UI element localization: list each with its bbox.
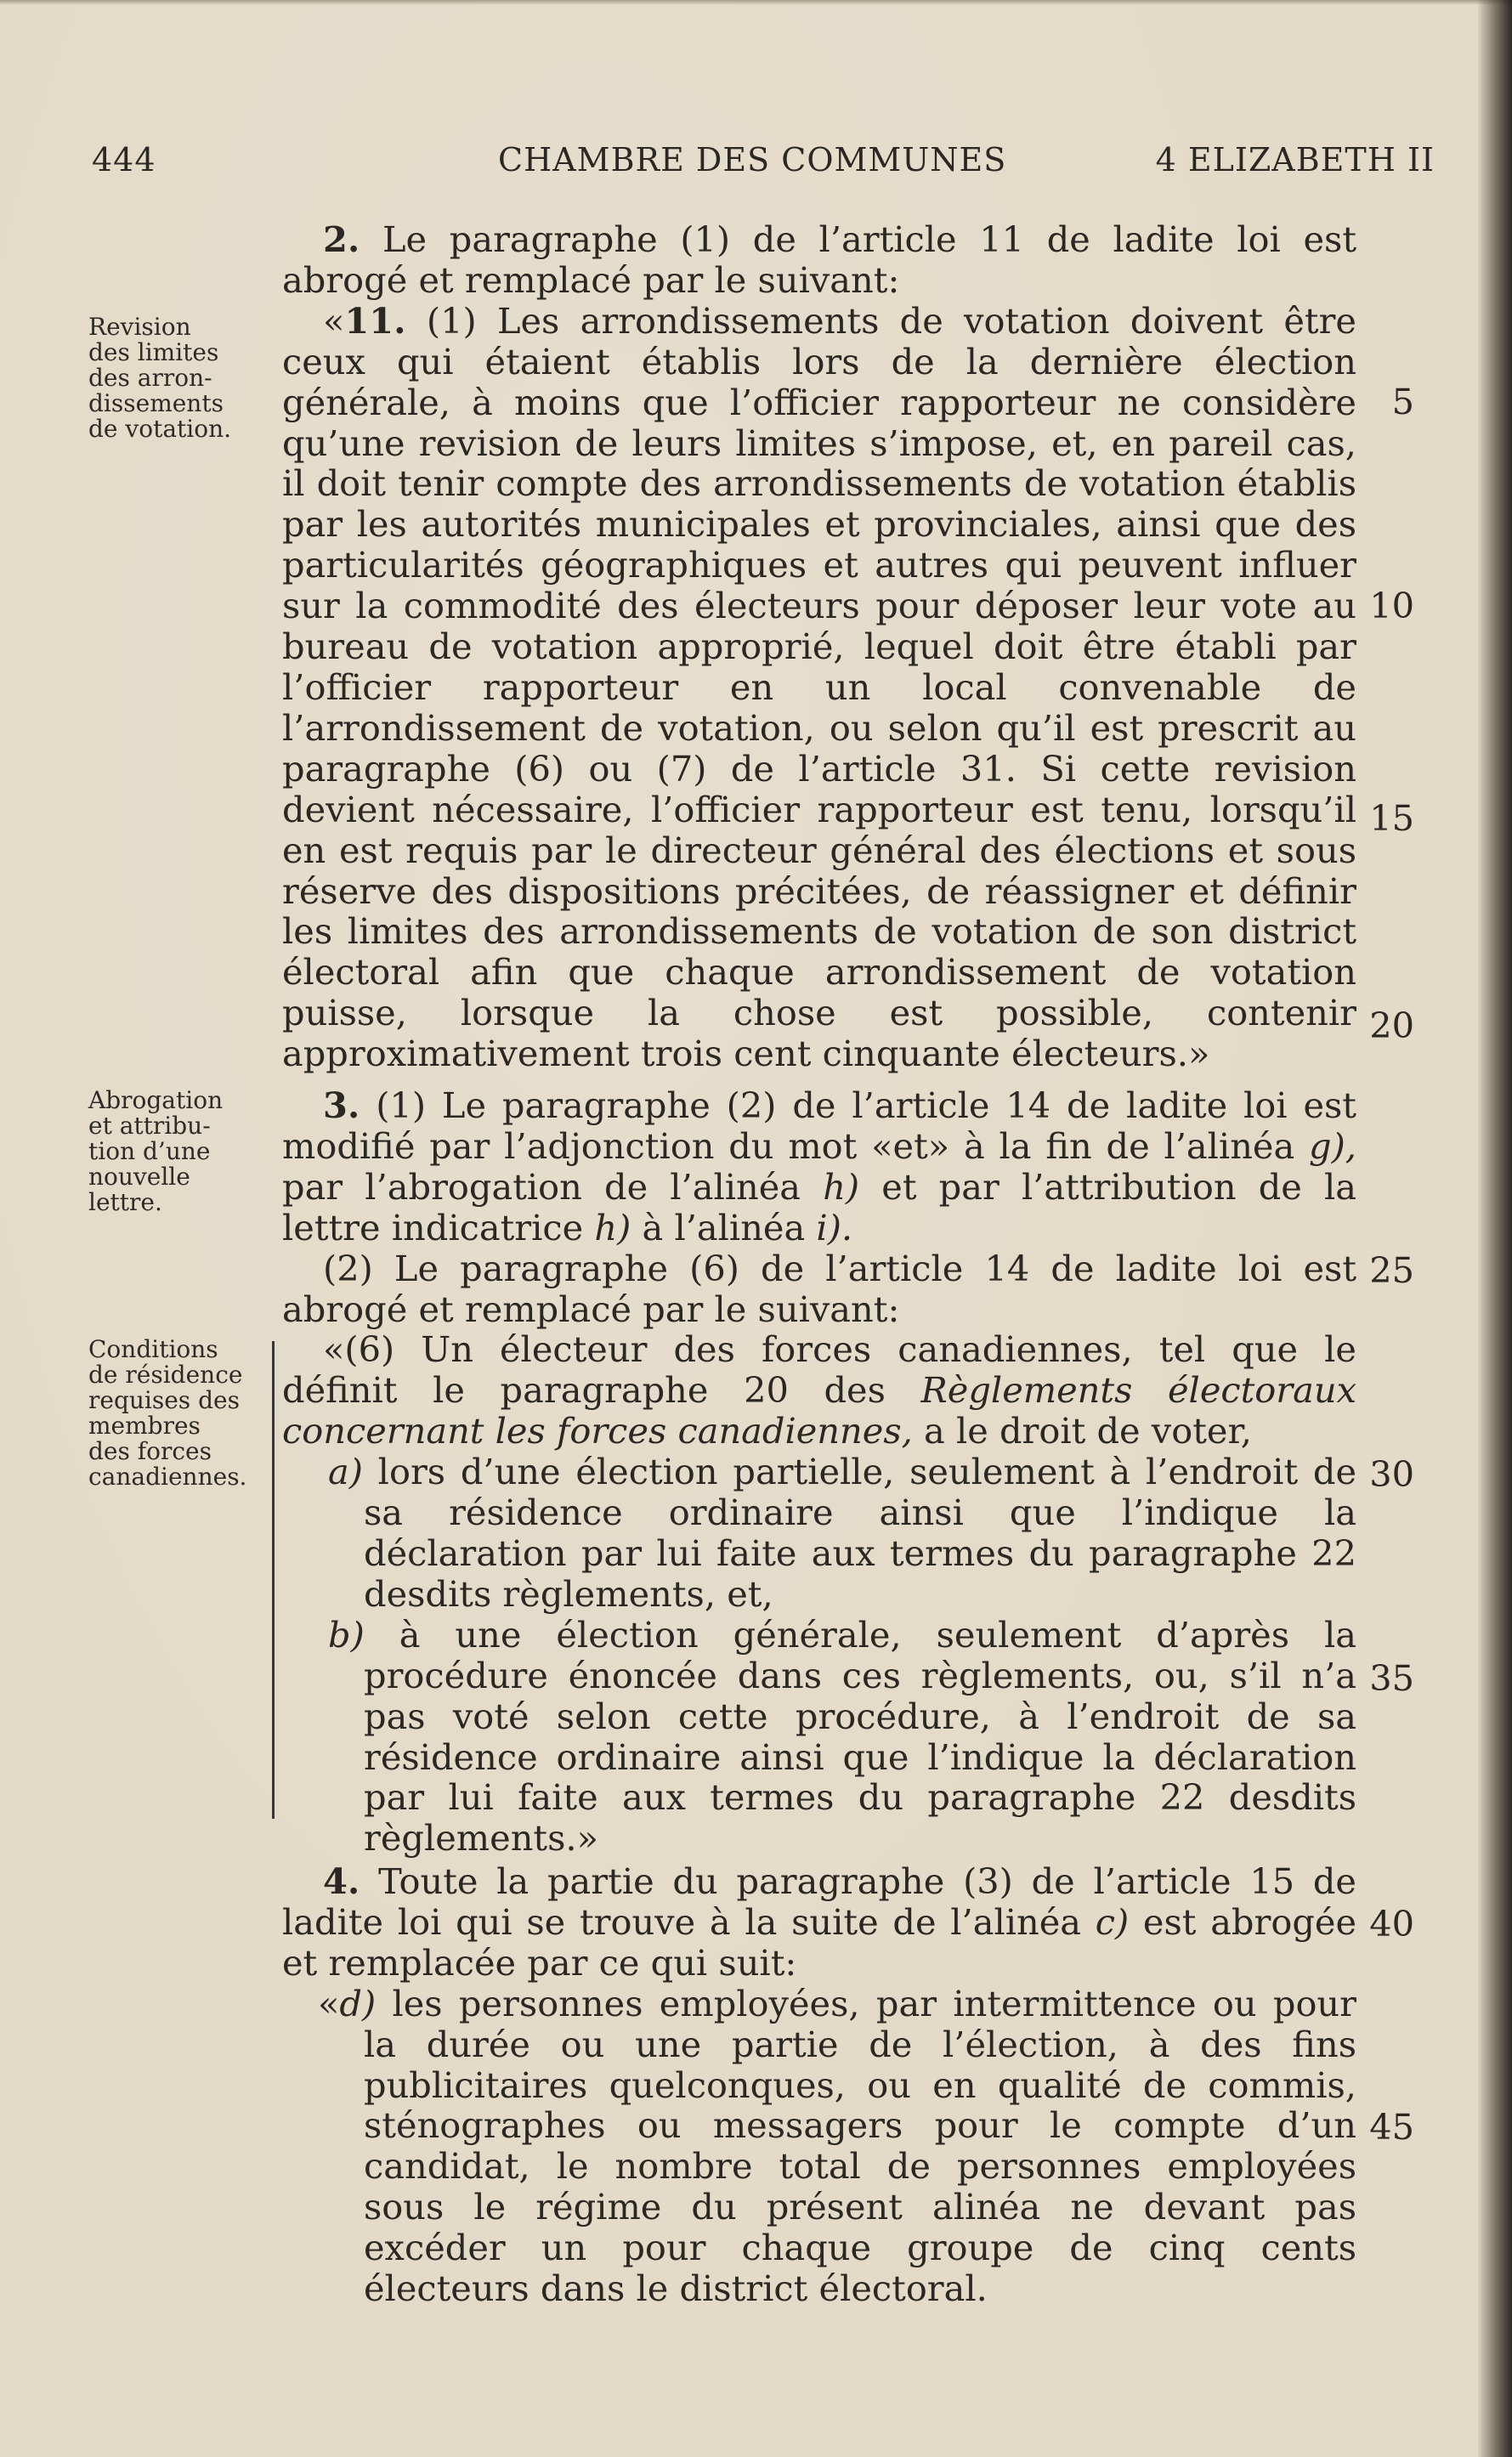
margin-note-line: tion d’une	[88, 1137, 211, 1165]
section-text: (2) Le paragraphe (6) de l’article 14 de ladite loi est abrogé et remplacé par le suivant:	[282, 1247, 1356, 1330]
section-3-quote	[282, 1329, 1356, 1452]
section-3-sub1	[282, 1085, 1356, 1248]
section-text: à une élection générale, seulement d’après la procédure énoncée dans ces règlements, ou, s’il n’a pas voté selon cette procédure, à l’endroit de sa résidence ordinaire ainsi que l’indique la déclaration par lui faite aux termes du paragraphe 22 desdits règlements.»	[364, 1613, 1356, 1860]
margin-note-line: des limites	[88, 338, 219, 366]
section-text: et par l’attribution de la lettre indicatrice	[282, 1165, 1356, 1248]
paragraph-letter: h)	[823, 1165, 860, 1208]
margin-note-line: Conditions	[88, 1335, 218, 1363]
quote-mark: «	[318, 1982, 340, 2024]
section-number: 4.	[323, 1860, 360, 1902]
item-label: b)	[328, 1613, 365, 1656]
margin-note-line: canadiennes.	[88, 1463, 247, 1491]
paragraph-letter: c)	[1095, 1900, 1130, 1943]
section-number: 2.	[323, 218, 360, 260]
margin-note-revision	[88, 314, 258, 442]
section-text: les personnes employées, par intermittence ou pour la durée ou une partie de l’élection, à des fins publicitaires quelconques, ou en qualité de commis, sténographes ou messagers pour le compte d’un candidat, le nombre total de personnes employées sous le régime du présent alinéa ne devant pas excéder un pour chaque groupe de cinq cents électeurs dans le district électoral.	[364, 1982, 1356, 2310]
margin-note-line: Abrogation	[88, 1086, 224, 1114]
section-4-intro	[282, 1861, 1356, 1984]
section-2-quote	[282, 301, 1356, 1074]
line-number: 45	[1369, 2106, 1414, 2148]
item-label: a)	[328, 1451, 363, 1493]
regulation-title: Règlements électoraux concernant les forces canadiennes,	[282, 1369, 1356, 1452]
header-chamber: CHAMBRE DES COMMUNES	[498, 141, 1007, 178]
margin-note-abrogation	[88, 1088, 258, 1215]
margin-note-line: lettre.	[88, 1188, 162, 1216]
margin-note-line: de votation.	[88, 415, 232, 443]
margin-note-line: Revision	[88, 313, 191, 341]
margin-note-line: nouvelle	[88, 1163, 190, 1191]
margin-note-conditions	[88, 1337, 258, 1490]
header-reign: 4 ELIZABETH II	[1155, 141, 1435, 178]
section-4	[282, 1861, 1356, 2309]
section-2-intro	[282, 219, 1356, 301]
section-number: 3.	[323, 1084, 360, 1126]
section-text: (1) Le paragraphe (2) de l’article 14 de ladite loi est modifié par l’adjonction du mot «et» à la fin de l’alinéa	[282, 1084, 1356, 1167]
item-label: d)	[339, 1982, 377, 2024]
line-number: 25	[1369, 1249, 1414, 1291]
line-number: 40	[1369, 1903, 1414, 1945]
section-text: Toute la partie du paragraphe (3) de l’article 15 de ladite loi qui se trouve à la suite de l’alinéa	[282, 1860, 1356, 1943]
margin-note-line: des arron-	[88, 364, 212, 392]
book-spine-shadow	[1478, 0, 1512, 2457]
line-number: 20	[1369, 1005, 1414, 1046]
margin-note-line: dissements	[88, 389, 224, 417]
section-text: à l’alinéa	[631, 1206, 817, 1248]
section-text: lors d’une élection partielle, seulement à l’endroit de sa résidence ordinaire ainsi que l’indique la déclaration par lui faite aux termes du paragraphe 22 desdits règlements, et,	[362, 1451, 1356, 1615]
margin-rule	[272, 1341, 275, 1819]
section-text: a le droit de voter,	[912, 1410, 1252, 1452]
section-text: (1) Les arrondissements de votation doivent être ceux qui étaient établis lors de la dernière élection générale, à moins que l’officier rapporteur ne considère qu’une revision de leurs limites s’impose, et, en pareil cas, il doit tenir compte des arrondissements de votation établis par les autorités municipales et provinciales, ainsi que des particularités géographiques et autres qui peuvent influer sur la commodité des électeurs pour déposer leur vote au bureau de votation approprié, lequel doit être établi par l’officier rapporteur en un local convenable de l’arrondissement de votation, ou selon qu’il est prescrit au paragraphe (6) ou (7) de l’article 31. Si cette revision devient nécessaire, l’officier rapporteur est tenu, lorsqu’il en est requis par le directeur général des élections et sous réserve des dispositions précitées, de réassigner et définir les limites des arrondissements de votation de son district électoral afin que chaque arrondissement de votation puisse, lorsque la chose est possible, contenir approximativement trois cent cinquante électeurs.»	[282, 299, 1356, 1075]
margin-note-line: et attribu-	[88, 1112, 211, 1140]
section-3-item-b	[282, 1615, 1356, 1859]
margin-note-line: de résidence	[88, 1361, 243, 1389]
section-4-item-d	[282, 1984, 1356, 2309]
line-number: 30	[1369, 1453, 1414, 1495]
line-number: 35	[1369, 1657, 1414, 1699]
section-2	[282, 219, 1356, 1074]
page-number: 444	[92, 141, 156, 178]
section-3	[282, 1085, 1356, 1859]
margin-note-line: des forces	[88, 1437, 212, 1465]
line-number: 10	[1369, 585, 1414, 626]
quote-mark: «	[323, 299, 345, 342]
section-3-item-a	[282, 1452, 1356, 1615]
paragraph-letter: h)	[594, 1206, 631, 1248]
section-text: par l’abrogation de l’alinéa	[282, 1165, 824, 1208]
section-text: Le paragraphe (1) de l’article 11 de ladite loi est abrogé et remplacé par le suivant:	[282, 218, 1356, 301]
section-3-sub2	[282, 1248, 1356, 1330]
line-number: 5	[1391, 381, 1414, 422]
page-top-edge	[0, 0, 1512, 5]
margin-note-line: requises des	[88, 1386, 240, 1414]
line-number: 15	[1369, 797, 1414, 839]
quoted-section-number: 11.	[344, 299, 406, 342]
margin-note-line: membres	[88, 1412, 201, 1440]
section-text: est abrogée et remplacée par ce qui suit:	[282, 1900, 1357, 1984]
running-header	[92, 136, 1435, 184]
section-text: «(6) Un électeur des forces canadiennes, tel que le définit le paragraphe 20 des	[282, 1328, 1356, 1412]
paragraph-letter: i).	[816, 1206, 853, 1248]
paragraph-letter: g),	[1309, 1124, 1356, 1167]
